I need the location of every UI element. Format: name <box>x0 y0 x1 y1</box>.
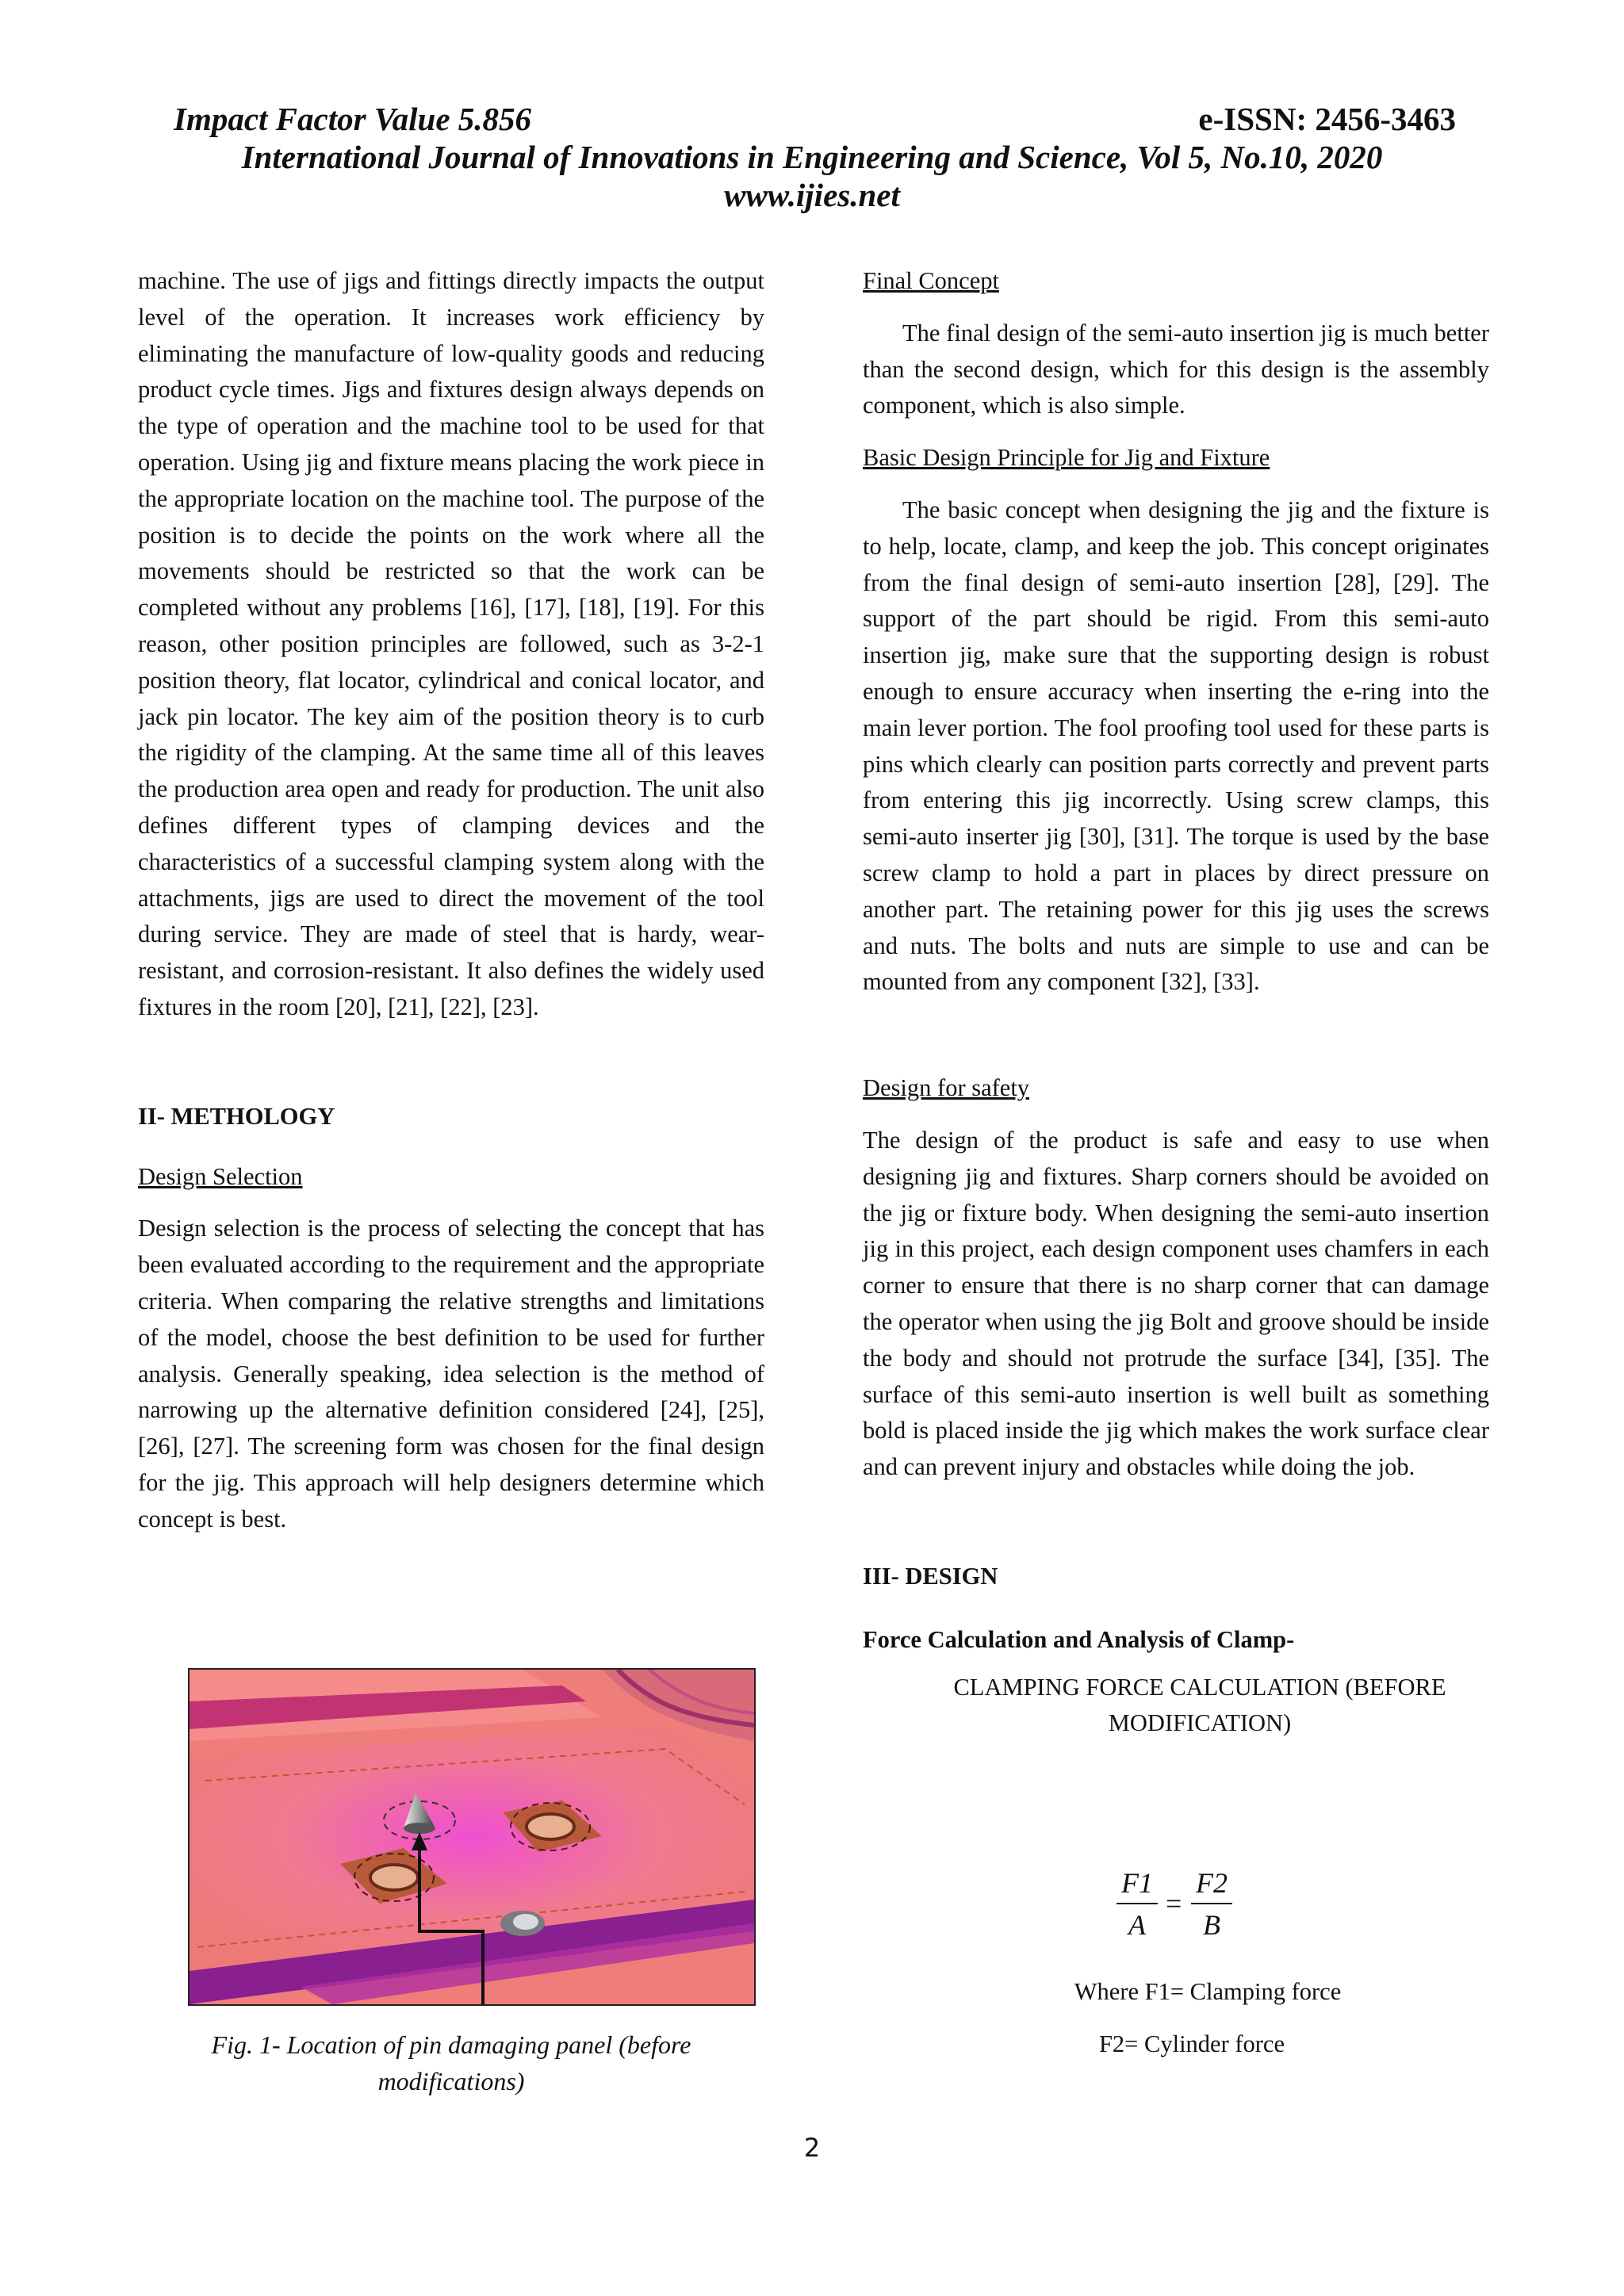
page-number: 2 <box>803 2133 821 2163</box>
equals-sign: = <box>1166 1888 1182 1919</box>
basic-design-paragraph: The basic concept when designing the jig and the fixture is to help, locate, clamp, and keep the job. This concept originates from the final design of semi-auto insertion [28], [29]. The support of the part should be rigid. From this semi-auto insertion jig, make sure that the supporting design is robust enough to ensure accuracy when inserting the e-ring into the main lever portion. The fool proofing tool used for these parts is pins which clearly can position parts correctly and prevent parts from entering this jig incorrectly. Using screw clamps, this semi-auto inserter jig [30], [31]. The torque is used by the base screw clamp to hold a part in places by direct pressure on another part. The retaining power for this jig uses the screws and nuts. The bolts and nuts are simple to use and can be mounted from any component [32], [33]. <box>863 496 1489 996</box>
force-calculation-heading: Force Calculation and Analysis of Clamp- <box>863 1625 1295 1653</box>
figure-1-cad-render <box>188 1668 756 2006</box>
fraction-f2-b: $\frac{F2}{B}$ <box>1191 1863 1232 1946</box>
final-concept-paragraph: The final design of the semi-auto insertion jig is much better than the second design, which for this design is the assembly component, which is also simple. <box>863 319 1489 419</box>
issn: e-ISSN: 2456-3463 <box>1198 101 1456 137</box>
impact-factor: Impact Factor Value 5.856 <box>174 101 532 137</box>
intro-paragraph: machine. The use of jigs and fittings directly impacts the output level of the operation. It increases work efficiency by eliminating the manufacture of low-quality goods and reducing product cycle times. Jigs and fixtures design always depends on the type of operation and the machine tool to be used for that operation. Using jig and fixture means placing the work piece in the appropriate location on the machine tool. The purpose of the position is to decide the points on the work where all the movements should be restricted so that the work can be completed without any problems [16], [17], [18], [19]. For this reason, other position principles are followed, such as 3-2-1 position theory, flat locator, cylindrical and conical locator, and jack pin locator. The key aim of the position theory is to curb the rigidity of the clamping. At the same time all of this leaves the production area open and ready for production. The unit also defines different types of clamping devices and the characteristics of a successful clamping system along with the attachments, jigs are used to direct the movement of the tool during service. They are made of steel that is hardy, wear-resistant, and corrosion-resistant. It also defines the widely used fixtures in the room [20], [21], [22], [23]. <box>138 267 764 1020</box>
design-selection-paragraph: Design selection is the process of selecting the concept that has been evaluated according to the requirement and the appropriate criteria. When comparing the relative strengths and limitations of the model, choose the best definition to be used for further analysis. Generally speaking, idea selection is the method of narrowing up the alternative definition considered [24], [25], [26], [27]. The screening form was chosen for the final design for the jig. This approach will help designers determine which concept is best. <box>138 1215 764 1533</box>
figure-1-caption: Fig. 1- Location of pin damaging panel (before modifications) <box>211 2030 691 2095</box>
where-f2: F2= Cylinder force <box>1098 2030 1285 2057</box>
final-concept-heading: Final Concept <box>863 267 999 294</box>
journal-website: www.ijies.net <box>724 177 900 213</box>
right-column <box>863 263 1489 1742</box>
design-safety-paragraph: The design of the product is safe and easy to use when designing jig and fixtures. Sharp corners should be avoided on the jig or fixture body. When designing the semi-auto insertion jig in this project, each design component uses chamfers in each corner to ensure that there is no sharp corner that can damage the operator when using the jig Bolt and groove should be inside the body and should not protrude the surface [34], [35]. The surface of this semi-auto insertion is well built as something bold is placed inside the jig which makes the work surface clear and can prevent injury and obstacles while doing the job. <box>863 1126 1489 1481</box>
design-selection-heading: Design Selection <box>138 1162 303 1190</box>
where-f1: Where F1= Clamping force <box>1074 1978 1342 2005</box>
design-safety-heading: Design for safety <box>863 1074 1030 1102</box>
fraction-f1-a: $\frac{F1}{A}$ <box>1116 1863 1158 1946</box>
left-column <box>138 263 764 1538</box>
clamping-force-equation <box>1116 1863 1235 1950</box>
basic-design-heading: Basic Design Principle for Jig and Fixture <box>863 444 1270 472</box>
clamping-calc-title: CLAMPING FORCE CALCULATION (BEFORE MODIFICATION) <box>953 1673 1446 1737</box>
journal-title: International Journal of Innovations in Engineering and Science, Vol 5, No.10, 2020 <box>241 139 1383 175</box>
section-methodology: II- METHOLOGY <box>138 1102 335 1130</box>
section-design: III- DESIGN <box>863 1562 998 1590</box>
